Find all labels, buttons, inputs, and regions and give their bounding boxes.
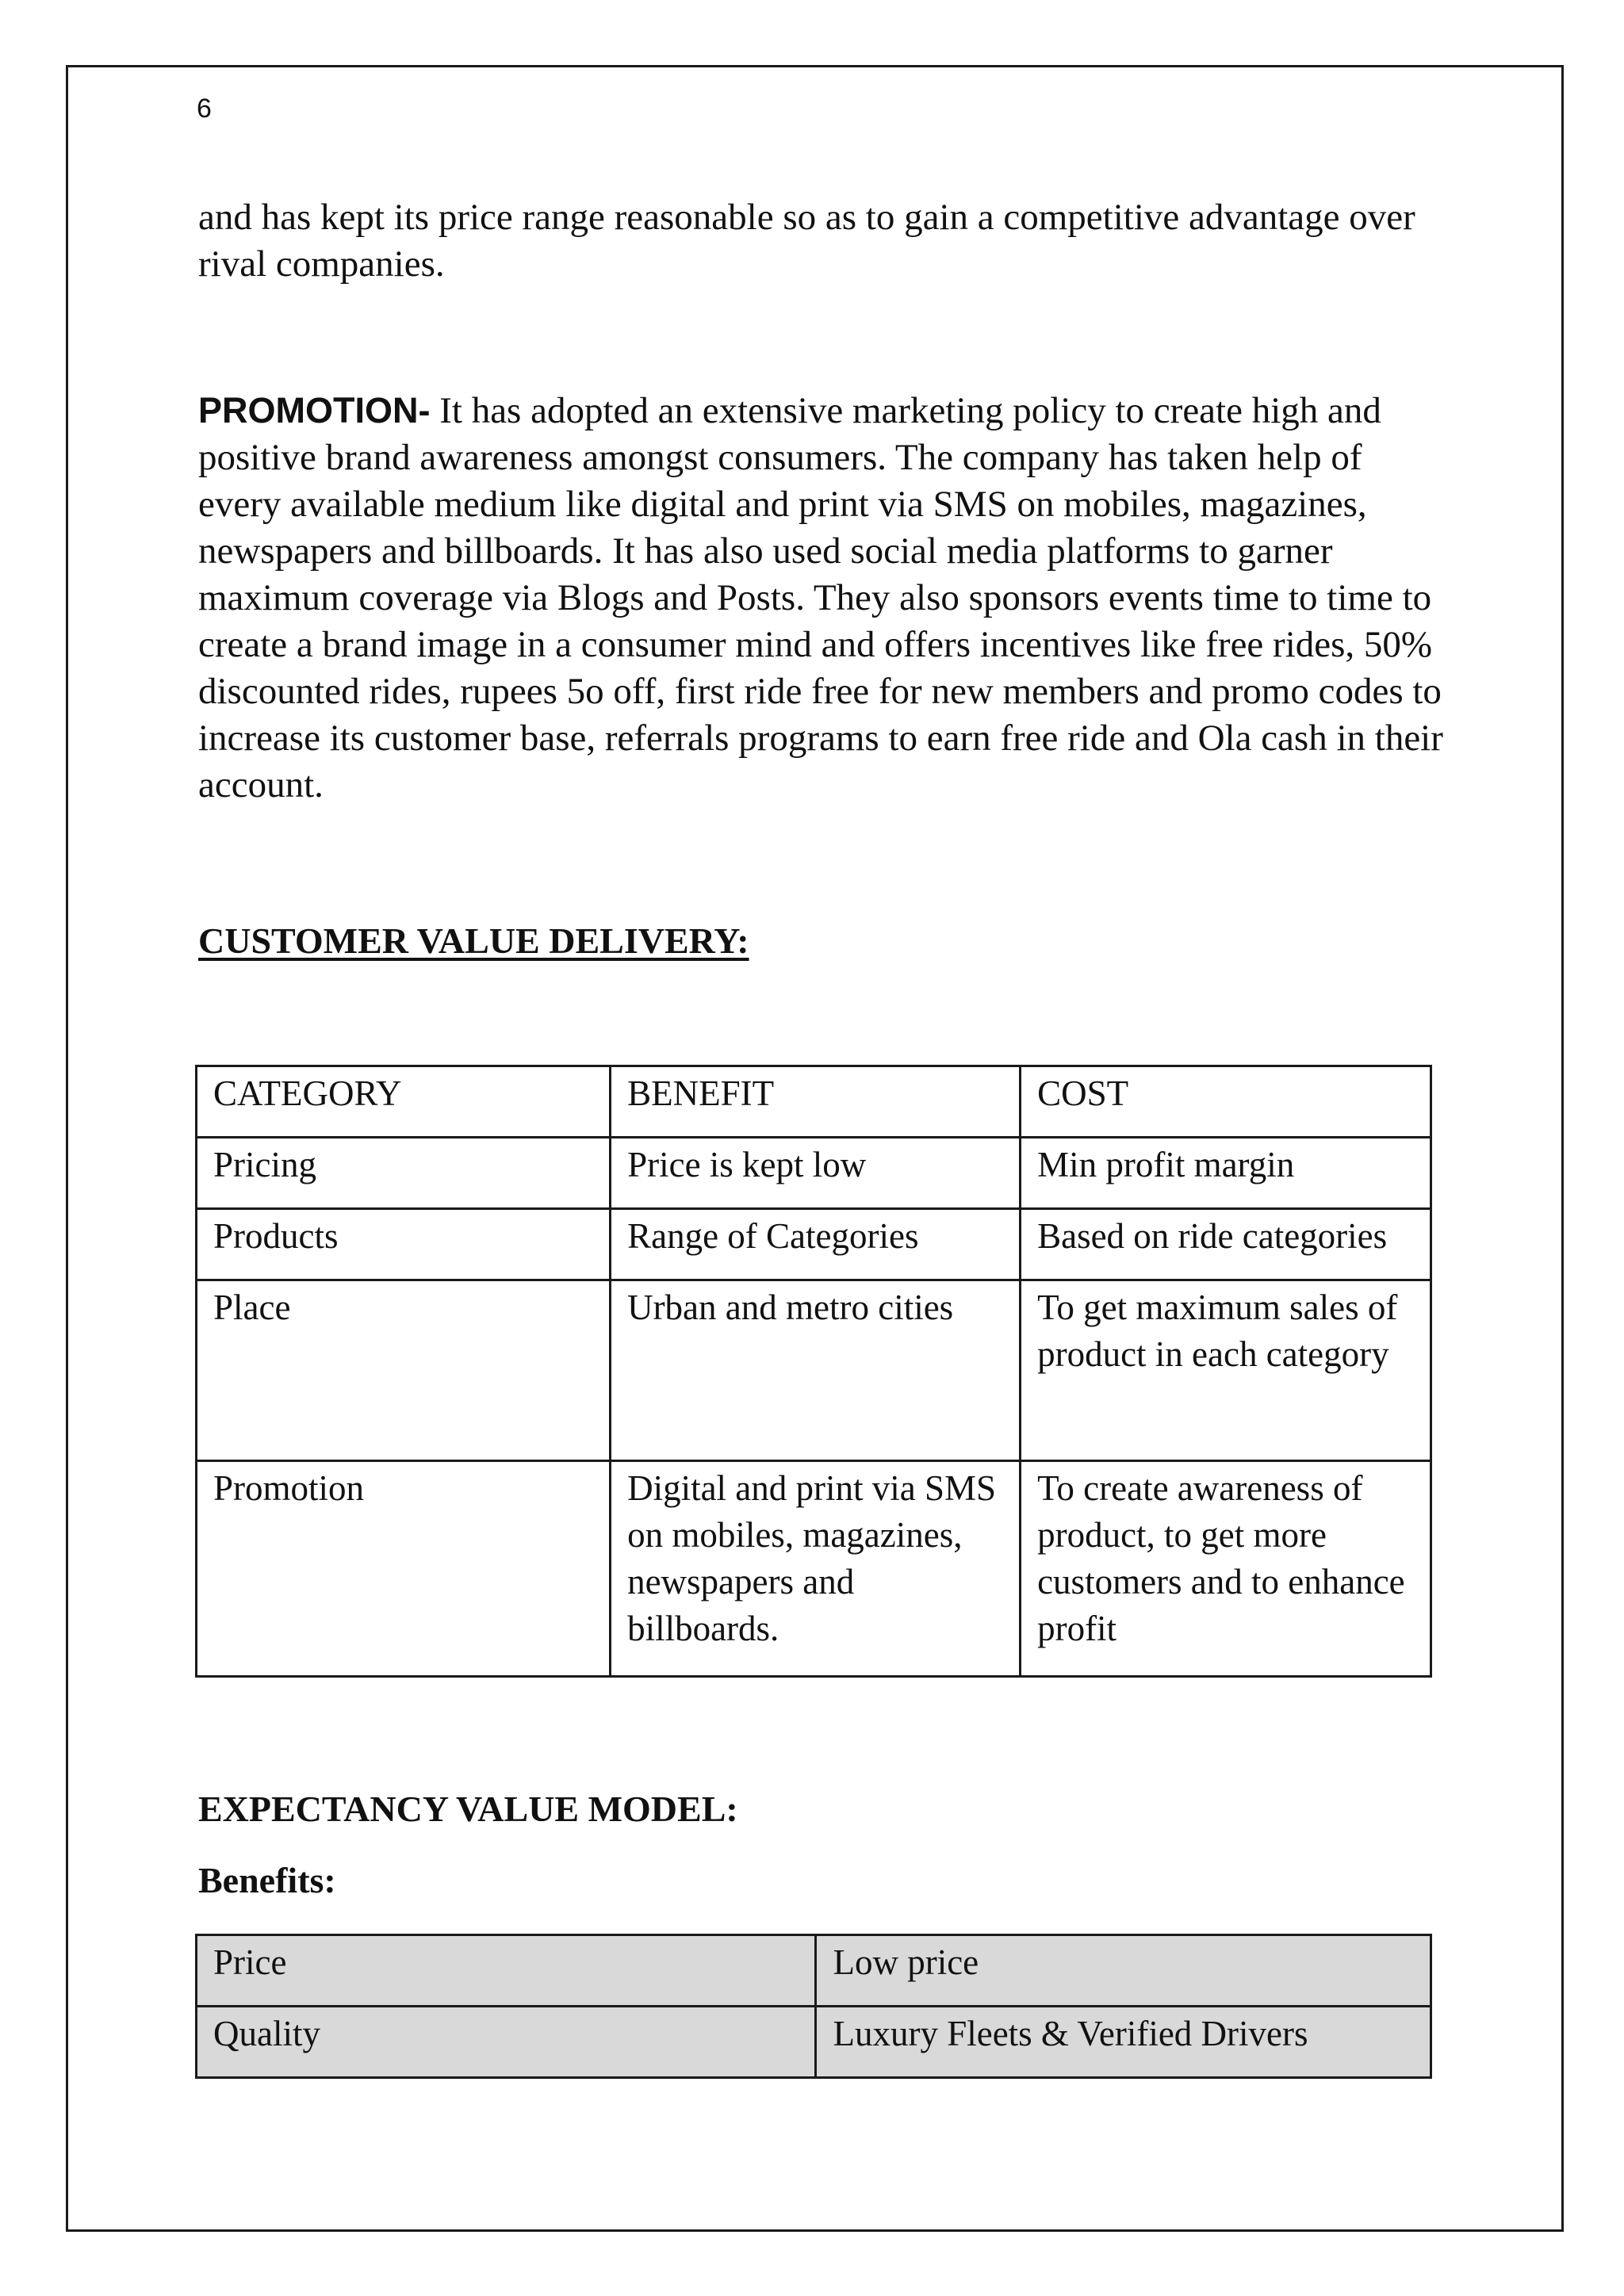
table-row: [197, 1461, 1431, 1677]
table-cell-benefit: Digital and print via SMS on mobiles, magazines, newspapers and billboards.: [611, 1461, 1021, 1677]
table-cell-cost: To create awareness of product, to get more customers and to enhance profit: [1021, 1461, 1431, 1677]
table-row: [197, 2007, 1431, 2078]
table-cell-value: Low price: [816, 1935, 1431, 2007]
promotion-label: PROMOTION-: [198, 390, 431, 430]
table-cell-attribute: Quality: [197, 2007, 816, 2078]
header-cost: COST: [1021, 1066, 1431, 1138]
table-row: [197, 1280, 1431, 1461]
intro-paragraph: and has kept its price range reasonable so as to gain a competitive advantage over rival companies.: [198, 197, 1415, 285]
table-row: [197, 1935, 1431, 2007]
table-header-row: [197, 1066, 1431, 1138]
customer-value-delivery-heading: CUSTOMER VALUE DELIVERY:: [198, 920, 749, 961]
expectancy-value-model-heading: EXPECTANCY VALUE MODEL:: [198, 1789, 738, 1829]
table-cell-value: Luxury Fleets & Verified Drivers: [816, 2007, 1431, 2078]
table-cell-benefit: Price is kept low: [611, 1138, 1021, 1209]
header-category: CATEGORY: [197, 1066, 611, 1138]
promotion-text: It has adopted an extensive marketing policy to create high and positive brand awareness amongst consumers. The company has taken help of every available medium like digital and print via SMS on mobiles, magazines, newspapers and billboards. It has also used social media platforms to garner maximum coverage via Blogs and Posts. They also sponsors events time to time to create a brand image in a consumer mind and offers incentives like free rides, 50% discounted rides, rupees 5o off, first ride free for new members and promo codes to increase its customer base, referrals programs to earn free ride and Ola cash in their account.: [198, 390, 1443, 806]
table-cell-category: Promotion: [197, 1461, 611, 1677]
benefits-table: [195, 1934, 1432, 2079]
table-cell-cost: Min profit margin: [1021, 1138, 1431, 1209]
table-cell-cost: To get maximum sales of product in each category: [1021, 1280, 1431, 1461]
page-number: 6: [197, 94, 212, 124]
promotion-paragraph: [198, 387, 1443, 809]
table-row: [197, 1138, 1431, 1209]
table-cell-category: Place: [197, 1280, 611, 1461]
table-row: [197, 1209, 1431, 1280]
table-cell-category: Products: [197, 1209, 611, 1280]
table-cell-benefit: Range of Categories: [611, 1209, 1021, 1280]
table-cell-attribute: Price: [197, 1935, 816, 2007]
table-cell-category: Pricing: [197, 1138, 611, 1209]
benefits-heading: Benefits:: [198, 1860, 336, 1900]
table-cell-cost: Based on ride categories: [1021, 1209, 1431, 1280]
header-benefit: BENEFIT: [611, 1066, 1021, 1138]
table-cell-benefit: Urban and metro cities: [611, 1280, 1021, 1461]
customer-value-delivery-table: [195, 1065, 1432, 1678]
